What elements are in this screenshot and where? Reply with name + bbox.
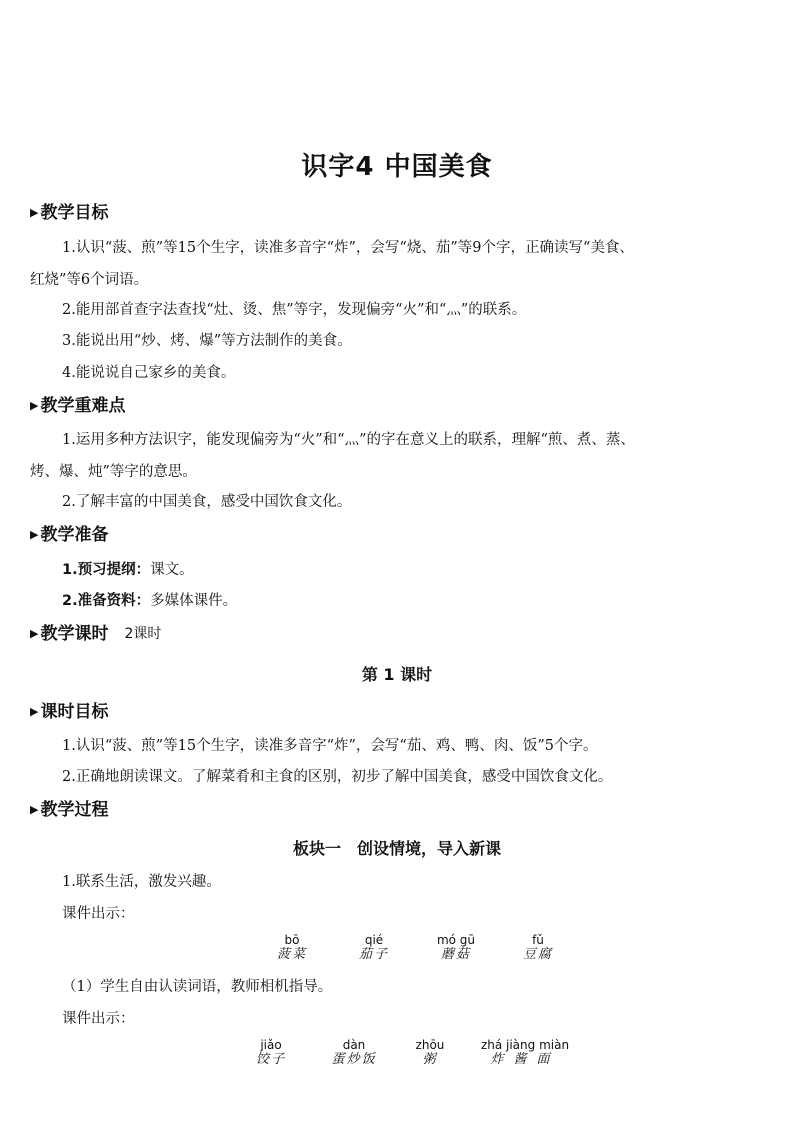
section-heading-goals xyxy=(30,203,108,223)
section-heading-key xyxy=(30,396,125,416)
word-item xyxy=(470,1038,580,1068)
hours-value: 2课时 xyxy=(124,626,162,642)
lesson-title: 第 1 课时 xyxy=(361,665,433,684)
word-hanzi: 粥 xyxy=(422,1052,438,1067)
triangle-bullet-icon: ▶ xyxy=(30,399,39,412)
key-item-1 xyxy=(30,424,764,488)
step-1: 1.联系生活，激发兴趣。 xyxy=(62,874,221,890)
word-item xyxy=(508,933,568,963)
goal-item-1-line2: 红烧”等6个词语。 xyxy=(30,272,149,288)
triangle-bullet-icon: ▶ xyxy=(30,528,39,541)
word-hanzi: 茄子 xyxy=(358,947,389,962)
section-heading-prep xyxy=(30,525,108,545)
triangle-bullet-icon: ▶ xyxy=(30,206,39,219)
goal-item-3: 3.能说出用“炒、烤、爆”等方法制作的美食。 xyxy=(62,333,352,349)
word-pinyin: dàn xyxy=(342,1038,366,1052)
prep-item-2 xyxy=(62,591,237,611)
goal-item-1 xyxy=(30,232,764,296)
section-heading-label: 教学过程 xyxy=(40,800,109,820)
word-item xyxy=(344,933,404,963)
key-item-2: 2.了解丰富的中国美食，感受中国饮食文化。 xyxy=(62,494,352,510)
word-hanzi: 蘑菇 xyxy=(440,947,471,962)
word-hanzi: 炸酱面 xyxy=(490,1052,560,1067)
section-heading-hours xyxy=(30,624,161,644)
word-pinyin: zhá jiàng miàn xyxy=(480,1038,570,1052)
section-heading-label: 课时目标 xyxy=(40,702,109,722)
word-hanzi: 蛋炒饭 xyxy=(331,1052,377,1067)
triangle-bullet-icon: ▶ xyxy=(30,627,39,640)
word-pinyin: fǔ xyxy=(532,933,544,947)
word-pinyin: bō xyxy=(284,933,300,947)
word-item xyxy=(262,933,322,963)
word-pinyin: zhōu xyxy=(415,1038,445,1052)
word-item xyxy=(240,1038,302,1068)
word-item xyxy=(318,1038,390,1068)
prep-item-1 xyxy=(62,560,194,580)
word-item xyxy=(402,1038,458,1068)
word-hanzi: 豆腐 xyxy=(522,947,553,962)
triangle-bullet-icon: ▶ xyxy=(30,705,39,718)
word-row-1 xyxy=(262,933,568,963)
section-heading-lesson-goals xyxy=(30,702,108,722)
word-hanzi: 菠菜 xyxy=(276,947,307,962)
step-1-1: （1）学生自由认读词语，教师相机指导。 xyxy=(62,979,333,995)
section-heading-label: 教学准备 xyxy=(40,525,109,545)
section-heading-label: 教学目标 xyxy=(40,203,109,223)
prep-item-label: 2.准备资料： xyxy=(62,593,151,609)
page-title: 识字4 中国美食 xyxy=(301,152,493,182)
prep-item-value: 多媒体课件。 xyxy=(150,593,238,609)
section-heading-label: 教学课时 xyxy=(40,624,109,644)
word-item xyxy=(426,933,486,963)
prep-item-value: 课文。 xyxy=(150,562,194,578)
lesson-goal-1: 1.认识“菠、煎”等15个生字，读准多音字“炸”，会写“茄、鸡、鸭、肉、饭”5个字。 xyxy=(62,738,598,754)
triangle-bullet-icon: ▶ xyxy=(30,803,39,816)
word-hanzi: 饺子 xyxy=(255,1052,286,1067)
courseware-label-2: 课件出示： xyxy=(62,1011,135,1027)
key-item-1-line1: 1.运用多种方法识字，能发现偏旁为“火”和“灬”的字在意义上的联系，理解“煎、煮、蒸、 xyxy=(62,432,635,448)
courseware-label-1: 课件出示： xyxy=(62,906,135,922)
lesson-goal-2: 2.正确地朗读课文。了解菜肴和主食的区别，初步了解中国美食，感受中国饮食文化。 xyxy=(62,769,613,785)
goal-item-1-line1: 1.认识“菠、煎”等15个生字，读准多音字“炸”，会写“烧、茄”等9个字，正确读写“美食、 xyxy=(62,240,634,256)
block-title: 板块一 创设情境，导入新课 xyxy=(292,839,501,858)
prep-item-label: 1.预习提纲： xyxy=(62,562,151,578)
goal-item-2: 2.能用部首查字法查找“灶、烫、焦”等字，发现偏旁“火”和“灬”的联系。 xyxy=(62,302,527,318)
word-row-2 xyxy=(240,1038,580,1068)
word-pinyin: jiǎo xyxy=(260,1038,282,1052)
goal-item-4: 4.能说说自己家乡的美食。 xyxy=(62,365,236,381)
word-pinyin: mó gū xyxy=(436,933,476,947)
section-heading-process xyxy=(30,800,108,820)
key-item-1-line2: 烤、爆、炖”等字的意思。 xyxy=(30,464,197,480)
word-pinyin: qié xyxy=(364,933,384,947)
section-heading-label: 教学重难点 xyxy=(40,396,126,416)
